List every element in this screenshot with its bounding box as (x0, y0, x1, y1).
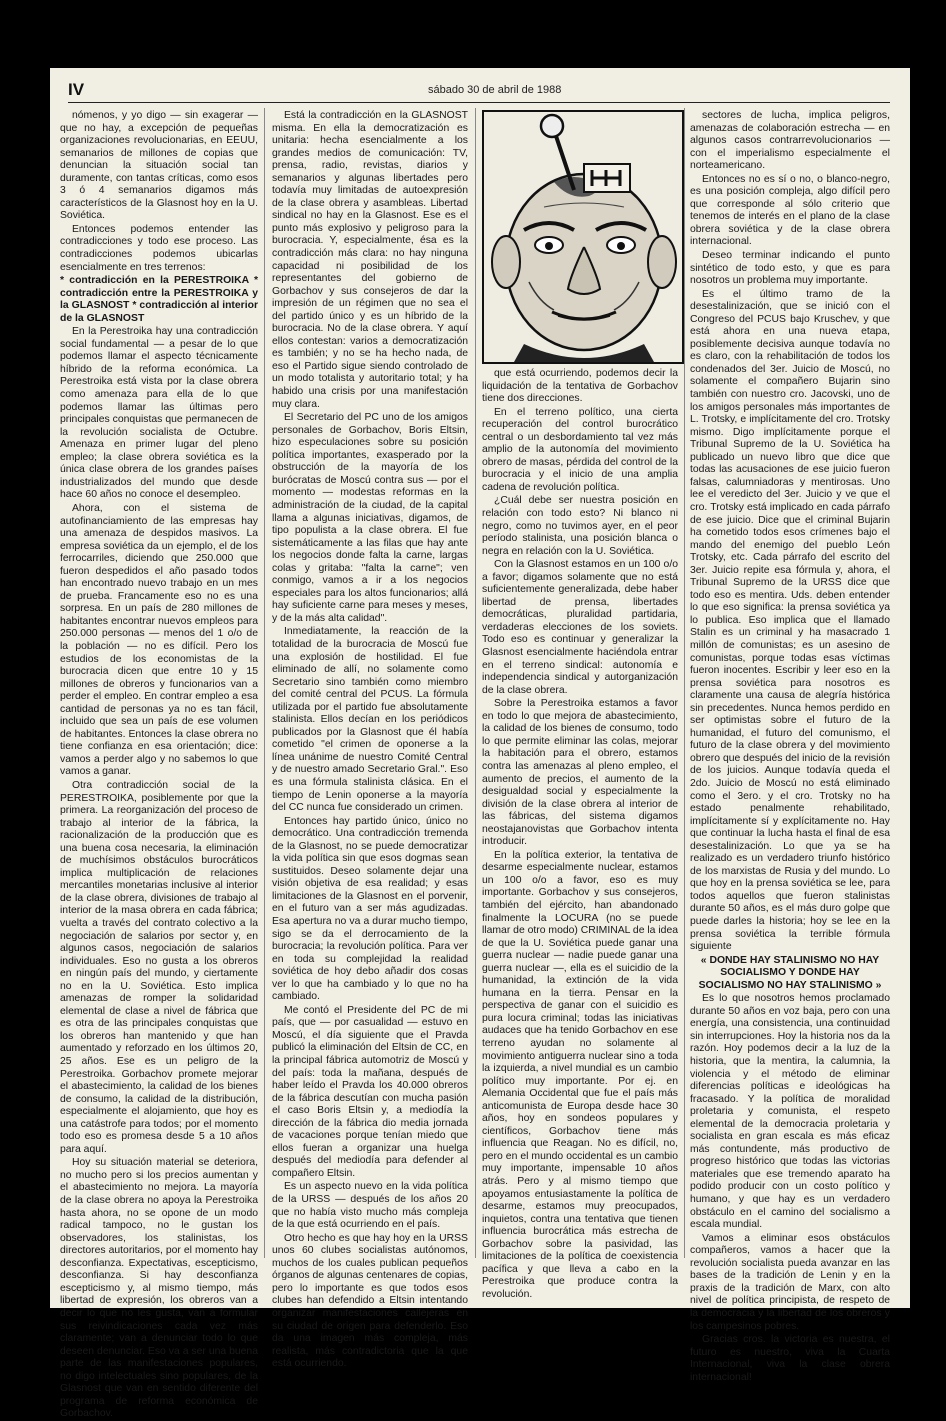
article-paragraph: Es lo que nosotros hemos proclamado durante 50 años en voz baja, pero con una energía, una consistencia, una continuidad sin interrupciones. Hoy la historia nos da la razón. Hoy podemos decir a la luz de la historia, que la mentira, la calumnia, la violencia y el método de eliminar diferencias políticas e ideológicas ha fracasado. Y la política de moralidad proletaria y comunista, el respeto elemental de la democracia proletaria y socialista en gran escala es más eficaz más contundente, más productivo de progreso histórico que todas las victorias materiales que ese tremendo aparato ha podido producir con un costo político y humano, y que hay es un verdadero obstáculo en el camino del socialismo a escala mundial. (690, 993, 890, 1231)
article-paragraph: Vamos a eliminar esos obstáculos compañeros, vamos a hacer que la revolución socialista pueda avanzar en las bases de la tradición de Lenin y en la praxis de la tradición de Marx, con alto nivel de política principista, de respeto de la democracia y la libertad de los obreros y los campesinos pobres. (690, 1232, 890, 1332)
article-paragraph: * contradicción en la PERESTROIKA * contradicción entre la PERESTROIKA y la GLASNOST * contradicción al interior de la GLASNOST (60, 275, 258, 324)
article-paragraph: Está la contradicción en la GLASNOST misma. En ella la democratización es unitaria: hecha esencialmente a los grandes medios de comunicación: TV, prensa, radio, revistas, diarios y semanarios y algunas libertades pero todavía muy limitadas de autoexpresión de la clase obrera y asambleas. Libertad sindical no hay en la Glasnost. Ese es el punto más explosivo y peligroso para la burocracia. Y, especialmente, ésa es la contradicción más clara: no hay ninguna capacidad ni posibilidad de los representantes del gobierno de Gorbachov y sus consejeros de dar la impresión de un régimen que no sea el del partido único y es un híbrido de la burocracia. No de la clase obrera. Y aquí ellos contestan: varios a democratización es también; y no se ha hecho nada, de eso el Partido sigue siendo controlado de un modo totalista y autoritario total; y ha habido una crisis por una manifestación muy clara. (272, 110, 468, 410)
article-paragraph: Gracias cros. la victoria es nuestra, el futuro es nuestro, viva la Cuarta Internacional, viva la clase obrera internacional! (690, 1334, 890, 1383)
page-header (68, 80, 890, 103)
page-number: IV (68, 80, 85, 99)
article-paragraph: Con la Glasnost estamos en un 100 o/o a favor; digamos solamente que no está suficientemente generalizada, debe haber libertad de prensa, libertades democráticas, pluralidad partidaria, verdaderas elecciones de los soviets. Todo eso es continuar y generalizar la Glasnost esencialmente haciéndola entrar en el terreno sindical: autonomía e independencia sindical y autorganización de la clase obrera. (482, 559, 678, 696)
article-paragraph: El Secretario del PC uno de los amigos personales de Gorbachov, Boris Eltsin, hizo especulaciones sobre su posición política importantes, exasperado por la obstrucción de la mayoría de los burócratas de Moscú contra sus — por el momento — modestas reformas en la administración de la ciudad, de la capital llama a algunas iniciativas, digamos, de tipo populista a la clase obrera. El fue sistemáticamente a las filas que hay ante los negocios donde falta la carne, largas colas y gritaba: "falta la carne"; ven conmigo, vamos a ir a los negocios especiales para los altos funcionarios; allá hay suficiente carne para meses y meses, y de la más alta calidad". (272, 412, 468, 624)
article-paragraph: « DONDE HAY STALINISMO NO HAY SOCIALISMO Y DONDE HAY SOCIALISMO NO HAY STALINISMO » (698, 954, 882, 991)
article-paragraph: Hoy su situación material se deteriora, no mucho pero si los precios aumentan y el abastecimiento no mejora. La mayoría de la clase obrera no apoya la Perestroika hasta ahora, no se opone de un modo radical tampoco, no le gustan los observadores, los stalinistas, los directores autoritarios, por el momento hay desconfianza. Expectativas, escepticismo, desconfianza. Si hay desconfianza escepticismo y, al mismo tiempo, más libertad de expresión, los obreros van a decir lo que no les gusta, van a formular sus reivindicaciones cada vez más claramente; van a denunciar todo lo que deseen denunciar. Eso va a ser una buena parte de las manifestaciones populares, no digo intelectuales sino populares, de la Glasnost que van en sentido diferente del programa de reforma económica de Gorbachov. (60, 1157, 258, 1420)
article-paragraph: sectores de lucha, implica peligros, amenazas de colaboración estrecha — en algunos casos contrarrevolucionarios — con el imperialismo especialmente el norteamericano. (690, 110, 890, 172)
newspaper-page (50, 68, 910, 1420)
column-divider (475, 108, 476, 1258)
article-paragraph: nómenos, y yo digo — sin exagerar — que no hay, a excepción de pequeñas organizaciones revolucionarias, en EEUU, semanarios de millones de copias que denuncian la situación social tan duramente, con tantas críticas, como esos 3 ó 4 semanarios digamos más característicos de la Glasnost hoy en la U. Soviética. (60, 110, 258, 222)
article-paragraph: Me contó el Presidente del PC de mi país, que — por casualidad — estuvo en Moscú, el día siguiente que el Pravda publicó la eliminación del Eltsin de CC, en la principal fábrica automotriz de Moscú y del país: toda la mañana, después de haber leído el Pravda los 40.000 obreros de la fábrica descutían con mucha pasión el caso Boris Eltsin y, a mediodía la dirección de la fábrica dio media jornada de vacaciones porque tenían miedo que ellos fueran a organizar una huelga después del mediodía para defender al compañero Eltsin. (272, 1004, 468, 1179)
article-paragraph: Deseo terminar indicando el punto sintético de todo esto, y que es para nosotros un problema muy importante. (690, 250, 890, 287)
article-column-4 (690, 110, 890, 1383)
article-column-2 (272, 110, 468, 1370)
article-paragraph: Otro hecho es que hay hoy en la URSS unos 60 clubes socialistas autónomos, muchos de los cuales publican pequeños órganos de algunas centenares de copias, pero lo importante es que todos esos clubes han defendido a Eltsin intentando organizar manifestaciones callejeras en su ciudad de origen para defenderlo. Eso da una imagen más compleja, más realista, más contradictoria que la que está ocurriendo. (272, 1232, 468, 1370)
caricature-icon (484, 112, 682, 362)
article-paragraph: Inmediatamente, la reacción de la totalidad de la burocracia de Moscú fue una explosión de hostilidad. El fue eliminado de allí, no solamente como Secretario sino también como miembro del comité central del PCUS. La fórmula utilizada por el partido fue absolutamente stalinista. Ellos decían en los periódicos publicados por la Glasnost que él había cometido "el crimen de oponerse a la línea unánime de nuestro Comité Central y de nuestro amado Secretario Gral.". Eso es una fórmula stalinista clásica. En el tiempo de Lenin oponerse a la mayoría del CC nunca fue considerado un crimen. (272, 626, 468, 814)
article-paragraph: Entonces no es sí o no, o blanco-negro, es una posición compleja, algo difícil pero que corresponde al sólo criterio que tenemos de interés en el plano de la clase obrera soviética y de la clase obrera internacional. (690, 173, 890, 248)
article-paragraph: En la Perestroika hay una contradicción social fundamental — a pesar de lo que podemos llamar el aspecto técnicamente híbrido de la reforma económica. La Perestroika está vista por la clase obrera como amenaza para ella de lo que podemos llamar las últimas pero principales conquistas que permanecen de la revolución socialista de Octubre. Amenaza en primer lugar del pleno empleo; la clase obrera soviética es la única clase obrera de los grandes países industrializados del mundo que desde hace 60 años no conoce el desempleo. (60, 326, 258, 501)
article-paragraph: Otra contradicción social de la PERESTROIKA, posiblemente por que la primera. La reorganización del proceso de trabajo al interior de la fábrica, la racionalización de la producción que es una buena cosa necesaria, la eliminación de muchísimos obstáculos burocráticos implica multiplicación de relaciones mercantiles monetarias inclusive al interior de la clase obrera, divisiones de trabajo al interior de la masa obrera en cada fábrica; vuelta a través del contrato colectivo a la negociación de salarios por sector y, en algunos casos, negociación de salarios individuales. Eso no gusta a los obreros en ningún país del mundo, y ciertamente no en la U. Soviética. Esto implica amenazas de romper la solidaridad elemental de clase a nivel de fábrica que es otra de las principales conquistas que los obreros han mantenido y que han aumentado y reforzado en los últimos 20, 25 años. Ese es un peligro de la Perestroika. Gorbachov promete mejorar el abastecimiento, la calidad de los bienes de consumo, la calidad de la distribución, especialmente el alojamiento, que hoy es una catástrofe para todos; por el momento todo eso es promesa desde 5 a 10 años para aquí. (60, 779, 258, 1155)
gorbachev-caricature (482, 110, 684, 364)
article-paragraph: Es un aspecto nuevo en la vida política de la URSS — después de los años 20 que no había visto mucho más compleja de la que está ocurriendo en el país. (272, 1181, 468, 1231)
article-paragraph: Sobre la Perestroika estamos a favor en todo lo que mejora de abastecimiento, la calidad de los bienes de consumo, todo lo que permite eliminar las colas, mejorar la habitación para el obrero, estamos contra las amenazas al pleno empleo, el aumento de precios, el aumento de la desigualdad social y especialmente la división de la clase obrera al interior de las fábricas, del sistema digamos neostajanovistas que Gorbachov intenta introducir. (482, 698, 678, 848)
article-paragraph: Entonces hay partido único, único no democrático. Una contradicción tremenda de la Glasnost, no se puede democratizar la vida política sin que esos dogmas sean sustituidos. Deseo solamente dejar una visión objetiva de esa realidad; y esas limitaciones de la Glasnost en el porvenir, en el futuro van a ser más agudizadas. Esa apertura no va a durar mucho tiempo, sigo se da el derrocamiento de la burocracia; la revolución política. Para ver en toda su complejidad la realidad soviética de hoy debo añadir dos cosas ver lo que ha cambiado y lo que no ha cambiado. (272, 815, 468, 1003)
article-column-1 (60, 110, 258, 1420)
column-divider (684, 108, 685, 1258)
article-paragraph: Es el último tramo de la desestalinización, que se inició con el Congreso del PCUS bajo Kruschev, y que está ahora en una nueva etapa, posiblemente decisiva aunque todavía no es claro, con la rehabilitación de todos los condenados del 3er. Juicio de Moscú, no solamente el compañero Bujarin sino también con nuestro cro. Jacovski, uno de los amigos personales más importantes de L. Trotsky, e implícitamente del cro. Trotsky mismo. Digo implícitamente porque el Tribunal Supremo de la U. Soviética ha publicado un nuevo libro que dice que todas las acusaciones de ese juicio fueron falsas, calumniadoras y mentirosas. Uno lee el veredicto del 3er. Juicio y ve que el cro. Trotsky está implicado en cada párrafo de ese juicio. Dice que el criminal Bujarin ha cometido todos esos crímenes bajo el mando del enemigo del pueblo León Trotsky, etc. Cada párrafo del escrito del 3er. Juicio repite esa fórmula y, ahora, el Tribunal Supremo de la URSS dice que todo eso es mentira. Uds. deben entender lo que eso significa: la prensa soviética ya lo publica. Eso implica que el llamado Stalin es un criminal y ha masacrado 1 millón de comunistas; es un asesino de comunistas, porque todas esas víctimas fueron inocentes. Escribir y leer eso en la prensa soviética para nosotros es claramente una causa de alegría histórica sin precedentes. Nunca hemos perdido en ser optimistas sobre el futuro de la humanidad, el futuro del comunismo, el futuro de la clase obrera y del movimiento obrero que después del inicio de la revisión de los juicios. Aunque todavía queda el 2do. Juicio de Moscú no está eliminado como el 3ero. y el cro. Trotsky no ha estado penalmente rehabilitado, implícitamente sí y explícitamente no. Hay que continuar la lucha hasta el final de esa desestalinización. Lo que ya se ha realizado es un verdadero triunfo histórico de los marxistas de Rusia y del mundo. Lo que hoy en la prensa soviética se lee, para todos aquellos que fueron stalinistas durante 50 años, es el más duro golpe que puede darles la historia; hoy se lee en la prensa soviética la terrible fórmula siguiente (690, 288, 890, 953)
article-paragraph: Ahora, con el sistema de autofinanciamiento de las empresas hay una amenaza de despidos masivos. La empresa soviética da un ejemplo, el de los ferrocarriles, diciendo que 250.000 que fueron despedidos el año pasado todos han encontrado nuevo trabajo en un mes de prueba. Francamente eso no es una sorpresa. En un país de 280 millones de habitantes encontrar nuevos empleos para 250.000 personas — menos del 1 o/o de la población — no es difícil. Pero los estudios de los economistas de la burocracia dicen que entre 10 y 15 millones de obreros y funcionarios van a perder el empleo. En contrar empleo a esa cantidad de personas ya no es tan fácil, incluido que sea un país de ese volumen de habitantes. Entonces la clase obrera no tiene confianza en esa orientación; dice: vamos a perder algo y no sabemos lo que vamos a ganar. (60, 502, 258, 778)
issue-date: sábado 30 de abril de 1988 (428, 84, 562, 96)
article-paragraph: Entonces podemos entender las contradicciones y todo ese proceso. Las contradicciones podemos ubicarlas esencialmente en tres terrenos: (60, 223, 258, 273)
article-paragraph: que está ocurriendo, podemos decir la liquidación de la tentativa de Gorbachov tiene dos direcciones. (482, 368, 678, 405)
article-paragraph: En la política exterior, la tentativa de desarme especialmente nuclear, estamos un 100 o/o a favor, eso es muy importante. Gorbachov y sus consejeros, también del ejército, han abandonado finalmente la LOCURA (no se puede llamar de otro modo) CRIMINAL de la idea de que la U. Soviética puede ganar una guerra nuclear — nadie puede ganar una guerra nuclear —, ella es el suicidio de la humanidad, la extinción de la vida humana en la tierra. Pensar en la perspectiva de ganar con el suicidio es pura locura criminal; todas las iniciativas audaces que ha tenido Gorbachov en ese terreno ayudan no solamente al movimiento antiguerra nuclear sino a toda la izquierda, a nivel mundial es un cambio político muy importante. Por ej. en Alemania Occidental que fue el país más anticomunista de Europa desde hace 30 años, hoy en sondeos populares y científicos, Gorbachov tiene más influencia que Reagan. No es difícil, no, pero en el mundo occidental es un cambio muy importante, impensable 10 años atrás. Pero y al mismo tiempo que apoyamos entusiastamente la política de desarme, estamos muy preocupados, inquietos, contra una tentativa que tienen influencia burocrática más estrecha de Gorbachov sobre la pasividad, las limitaciones de la política de coexistencia pacífica y que lleva a cabo en la Perestroika que produce contra la revolución. (482, 849, 678, 1300)
article-paragraph: En el terreno político, una cierta recuperación del control burocrático central o un desbordamiento tal vez más amplio de la autonomía del movimiento obrero de masas, pérdida del control de la burocracia y el inicio de una amplia cadena de revolución política. (482, 406, 678, 493)
article-paragraph: ¿Cuál debe ser nuestra posición en relación con todo esto? Ni blanco ni negro, como no tuvimos ayer, en el peor período stalinista, una posición blanca o negra en relación con la U. Soviética. (482, 495, 678, 557)
column-divider (264, 108, 265, 1258)
article-column-3 (482, 368, 678, 1300)
